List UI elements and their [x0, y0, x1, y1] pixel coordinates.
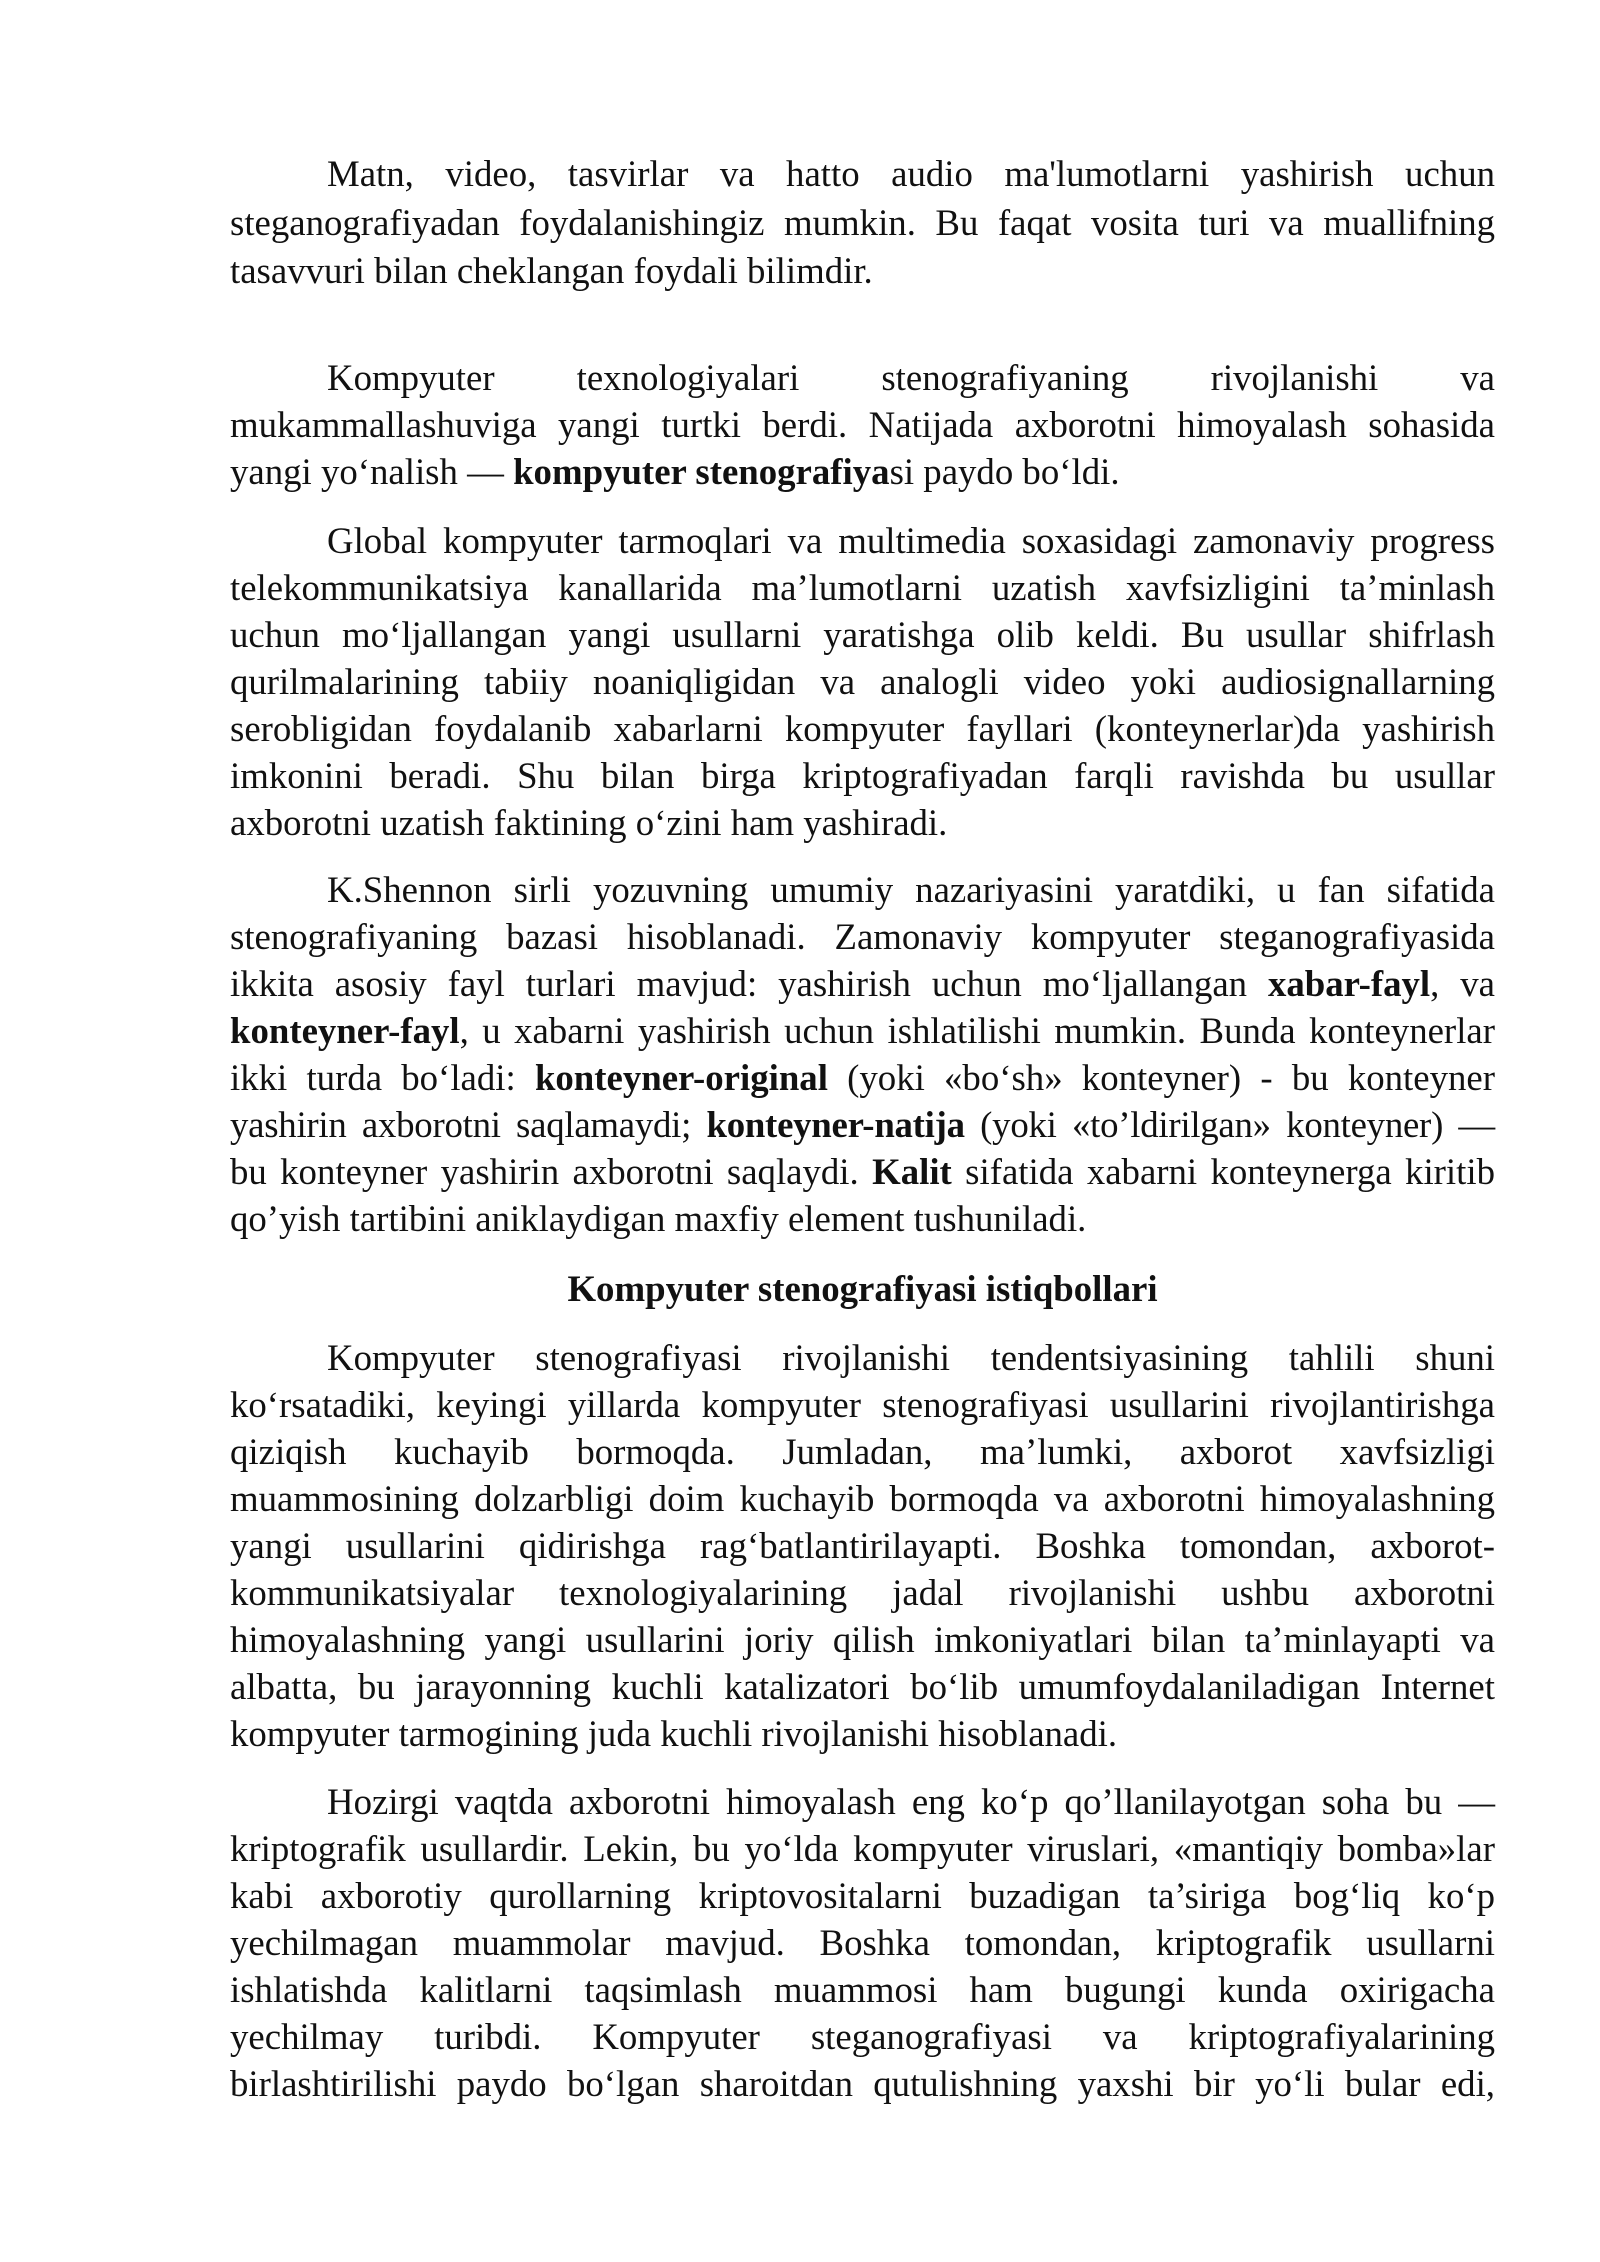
paragraph-line: mukammallashuviga yangi turtki berdi. Natijada axborotni himoyalash sohasida: [230, 404, 1495, 445]
paragraph-line: Global kompyuter tarmoqlari va multimedia soxasidagi zamonaviy progress: [327, 520, 1495, 561]
paragraph-line: stenografiyaning bazasi hisoblanadi. Zamonaviy kompyuter steganografiyasida: [230, 916, 1495, 957]
text-run: ikki turda bo‘ladi:: [230, 1057, 535, 1098]
section-heading-block: [230, 1265, 1495, 1312]
text-run: , u xabarni yashirish uchun ishlatilishi mumkin. Bunda konteynerlar: [459, 1010, 1495, 1051]
bold-term: kompyuter stenografiya: [513, 451, 890, 492]
paragraph: [230, 866, 1495, 1242]
paragraph-line: [230, 1007, 1495, 1054]
paragraph-line: [230, 1101, 1495, 1148]
bold-term: konteyner-original: [534, 1057, 828, 1098]
paragraph-line: kriptografik usullardir. Lekin, bu yo‘lda kompyuter viruslari, «mantiqiy bomba»lar: [230, 1828, 1495, 1869]
paragraph-line: telekommunikatsiya kanallarida ma’lumotlarni uzatish xavfsizligini ta’minlash: [230, 567, 1495, 608]
paragraph-line: Kompyuter texnologiyalari stenografiyaning rivojlanishi va: [327, 357, 1495, 398]
paragraph-line: qiziqish kuchayib bormoqda. Jumladan, ma’lumki, axborot xavfsizligi: [230, 1431, 1495, 1472]
paragraph-line: Matn, video, tasvirlar va hatto audio ma'lumotlarni yashirish uchun: [327, 153, 1495, 194]
paragraph: [230, 354, 1495, 495]
paragraph-line: uchun mo‘ljallangan yangi usullarni yaratishga olib keldi. Bu usullar shifrlash: [230, 614, 1495, 655]
paragraph-line: tasavvuri bilan cheklangan foydali bilimdir.: [230, 250, 873, 291]
paragraph-line: kabi axborotiy qurollarning kriptovositalarni buzadigan ta’siriga bog‘liq ko‘p: [230, 1875, 1495, 1916]
text-run: si paydo bo‘ldi.: [889, 451, 1120, 492]
paragraph-line: [230, 448, 1495, 495]
paragraph-line: himoyalashning yangi usullarini joriy qilish imkoniyatlari bilan ta’minlayapti va: [230, 1619, 1495, 1660]
section-heading: Kompyuter stenografiyasi istiqbollari: [567, 1268, 1158, 1309]
bold-term: xabar-fayl: [1268, 963, 1431, 1004]
paragraph-line: [230, 960, 1495, 1007]
paragraph-line: qo’yish tartibini aniklaydigan maxfiy element tushuniladi.: [230, 1198, 1087, 1239]
paragraph-line: Kompyuter stenografiyasi rivojlanishi tendentsiyasining tahlili shuni: [327, 1337, 1495, 1378]
paragraph: [230, 1334, 1495, 1757]
paragraph-line: steganografiyadan foydalanishingiz mumkin. Bu faqat vosita turi va muallifning: [230, 201, 1495, 243]
paragraph-line: imkonini beradi. Shu bilan birga kriptografiyadan farqli ravishda bu usullar: [230, 755, 1495, 796]
text-run: bu konteyner yashirin axborotni saqlaydi.: [230, 1151, 873, 1192]
paragraph: [230, 517, 1495, 846]
paragraph-line: [230, 1054, 1495, 1101]
text-run: ikkita asosiy fayl turlari mavjud: yashirish uchun mo‘ljallangan: [230, 963, 1268, 1004]
text-run: sifatida xabarni konteynerga kiritib: [951, 1151, 1495, 1192]
paragraph-line: yechilmay turibdi. Kompyuter steganografiyasi va kriptografiyalarining: [230, 2016, 1495, 2057]
paragraph: [230, 1778, 1495, 2107]
paragraph-line: albatta, bu jarayonning kuchli katalizatori bo‘lib umumfoydalaniladigan Internet: [230, 1666, 1495, 1707]
paragraph-line: Hozirgi vaqtda axborotni himoyalash eng ko‘p qo’llanilayotgan soha bu —: [327, 1781, 1495, 1822]
text-run: yashirin axborotni saqlamaydi;: [230, 1104, 707, 1145]
text-run: yangi yo‘nalish —: [230, 451, 514, 492]
paragraph-line: qurilmalarining tabiiy noaniqligidan va analogli video yoki audiosignallarning: [230, 661, 1495, 702]
paragraph-line: yechilmagan muammolar mavjud. Boshka tomondan, kriptografik usullarni: [230, 1922, 1495, 1963]
paragraph-line: serobligidan foydalanib xabarlarni kompyuter fayllari (konteynerlar)da yashirish: [230, 708, 1495, 749]
paragraph-line: muammosining dolzarbligi doim kuchayib bormoqda va axborotni himoyalashning: [230, 1478, 1495, 1519]
text-run: (yoki «to’ldirilgan» konteyner) —: [964, 1104, 1495, 1145]
paragraph-line: ko‘rsatadiki, keyingi yillarda kompyuter stenografiyasi usullarini rivojlantirishga: [230, 1384, 1495, 1425]
text-run: , va: [1430, 963, 1496, 1004]
paragraph-line: ishlatishda kalitlarni taqsimlash muammosi ham bugungi kunda oxirigacha: [230, 1969, 1495, 2010]
paragraph-line: axborotni uzatish faktining o‘zini ham yashiradi.: [230, 802, 948, 843]
bold-term: konteyner-fayl: [230, 1010, 460, 1051]
bold-term: konteyner-natija: [706, 1104, 965, 1145]
paragraph-line: birlashtirilishi paydo bo‘lgan sharoitdan qutulishning yaxshi bir yo‘li bular edi,: [230, 2063, 1495, 2104]
paragraph-line: yangi usullarini qidirishga rag‘batlantirilayapti. Boshka tomondan, axborot-: [230, 1525, 1495, 1566]
paragraph-line: kommunikatsiyalar texnologiyalarining jadal rivojlanishi ushbu axborotni: [230, 1572, 1495, 1613]
paragraph-line: kompyuter tarmogining juda kuchli rivojlanishi hisoblanadi.: [230, 1713, 1118, 1754]
bold-term: Kalit: [872, 1151, 952, 1192]
paragraph: [230, 150, 1495, 296]
paragraph-line: [230, 1148, 1495, 1195]
paragraph-line: K.Shennon sirli yozuvning umumiy nazariyasini yaratdiki, u fan sifatida: [327, 869, 1495, 910]
text-run: (yoki «bo‘sh» konteyner) - bu konteyner: [827, 1057, 1495, 1098]
